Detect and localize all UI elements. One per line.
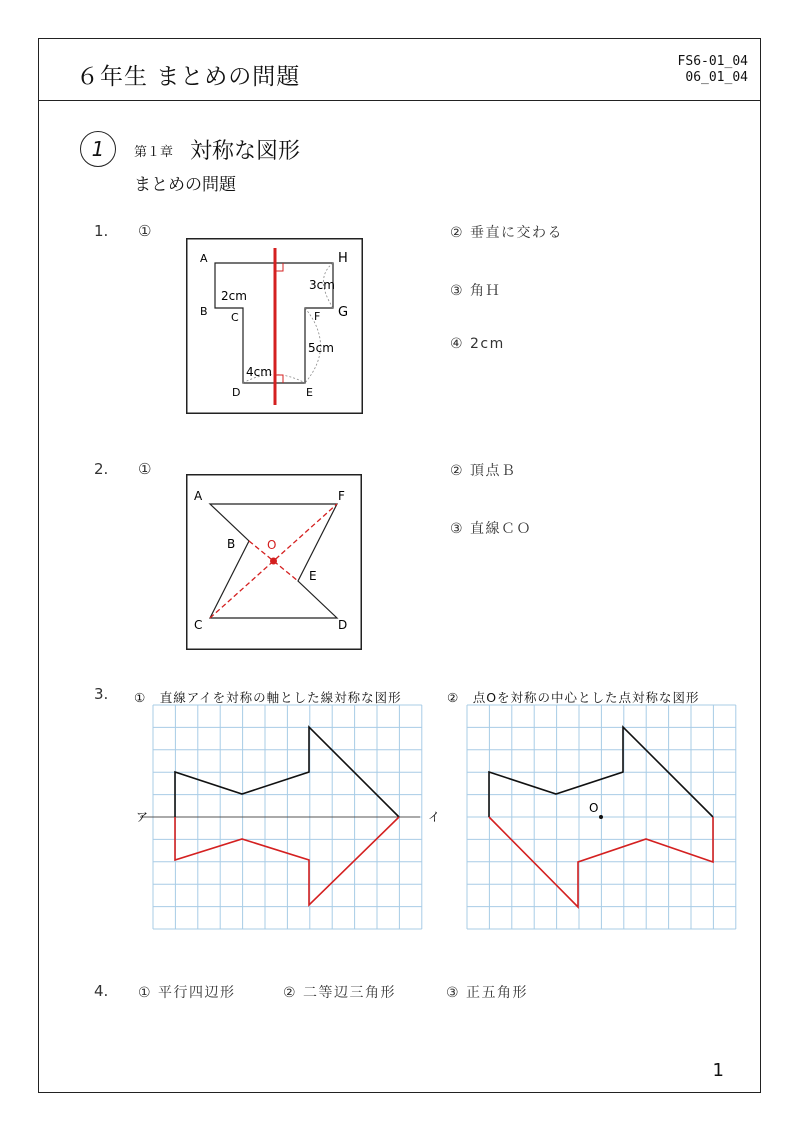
- q2-answer-2: ② 頂点Ｂ: [450, 463, 517, 479]
- q4-answer-1: ① 平行四辺形: [138, 985, 236, 1001]
- q2-vertex-f: F: [338, 489, 345, 503]
- q1-part1-label: ①: [138, 222, 152, 240]
- q3-label-2: ② 点Oを対称の中心とした点対称な図形: [447, 690, 700, 705]
- q2-vertex-b: B: [227, 537, 236, 551]
- q1-vertex-c: C: [231, 311, 239, 324]
- q1-vertex-d: D: [232, 386, 241, 399]
- header-divider: [38, 100, 761, 101]
- q1-vertex-e: E: [306, 386, 313, 399]
- q3-number: 3.: [94, 685, 109, 703]
- q2-part1-label: ①: [138, 460, 152, 478]
- q2-answer-3: ③ 直線ＣＯ: [450, 521, 533, 537]
- q1-answer-3: ③ 角Ｈ: [450, 283, 502, 299]
- q1-length-2: 2cm: [221, 289, 247, 303]
- page-number: 1: [712, 1060, 724, 1081]
- q4-number: 4.: [94, 982, 109, 1000]
- q2-vertex-e: E: [309, 569, 317, 583]
- section-number: 1: [80, 131, 116, 167]
- q2-vertex-c: C: [194, 618, 203, 632]
- q3-label-1: ① 直線アイを対称の軸とした線対称な図形: [134, 690, 402, 705]
- q2-vertex-o: O: [267, 538, 277, 552]
- q3-grid-1: [130, 700, 440, 935]
- q2-center-point: [270, 558, 277, 565]
- q1-vertex-f: F: [314, 310, 321, 323]
- q1-answer-4: ④ 2cm: [450, 336, 505, 352]
- q2-number: 2.: [94, 460, 109, 478]
- q4-answer-3: ③ 正五角形: [446, 985, 529, 1001]
- page-title: ６年生 まとめの問題: [76, 64, 301, 90]
- q2-figure: [186, 474, 362, 650]
- q1-vertex-g: G: [338, 305, 349, 320]
- q1-answer-2: ② 垂直に交わる: [450, 225, 564, 241]
- chapter-title: 対称な図形: [190, 139, 301, 164]
- q3-axis-left-label: ア: [136, 810, 149, 824]
- q1-length-5: 5cm: [308, 341, 334, 355]
- q1-vertex-b: B: [200, 305, 208, 318]
- q1-number: 1.: [94, 222, 109, 240]
- q2-vertex-d: D: [338, 618, 348, 632]
- q2-vertex-a: A: [194, 489, 203, 503]
- chapter-label: 第１章: [134, 145, 174, 160]
- q1-vertex-a: A: [200, 252, 208, 265]
- q3-center-point: [599, 815, 603, 819]
- q3-axis-right-label: イ: [428, 810, 440, 824]
- section-subtitle: まとめの問題: [134, 175, 236, 195]
- q3-center-label: O: [589, 801, 599, 815]
- q1-length-3: 3cm: [309, 278, 335, 292]
- worksheet-code-line1: FS6-01_04: [677, 54, 748, 69]
- worksheet-code: [678, 54, 748, 86]
- q3-grid-2: [466, 700, 738, 935]
- q1-figure: [186, 238, 363, 414]
- q4-answer-2: ② 二等辺三角形: [283, 985, 397, 1001]
- q1-length-4: 4cm: [246, 365, 272, 379]
- worksheet-code-line2: 06_01_04: [685, 70, 748, 85]
- q1-vertex-h: H: [338, 251, 348, 266]
